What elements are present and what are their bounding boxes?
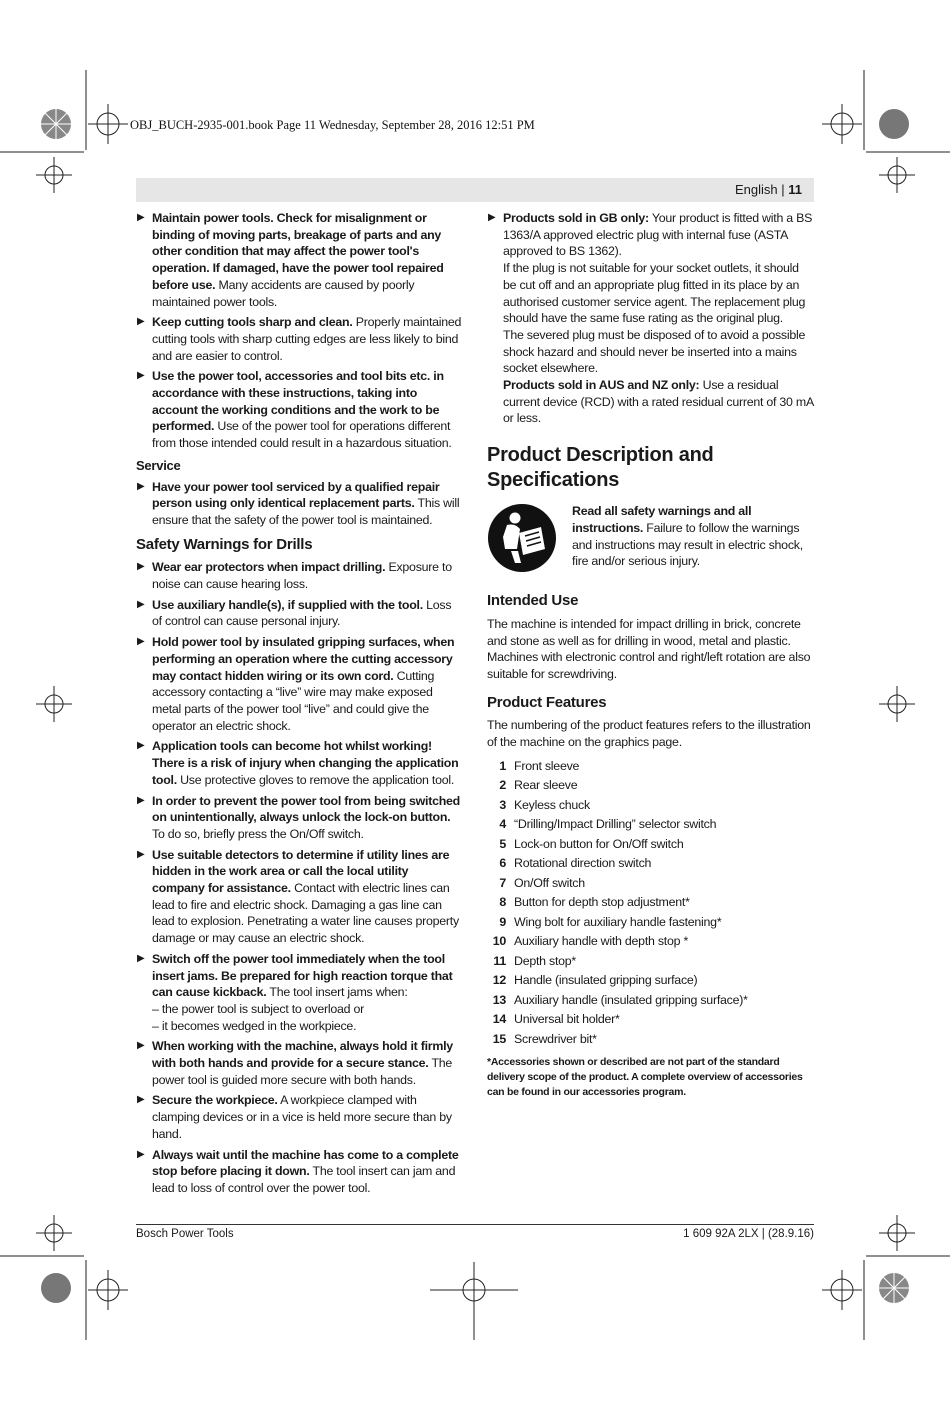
feature-label: Wing bolt for auxiliary handle fastening* [514, 914, 722, 929]
list-item [487, 874, 815, 894]
list-item [487, 776, 815, 796]
gb-plug-item: ▶ Products sold in GB only: Your product is fitted with a BS 1363/A approved electric plug with internal fuse (ASTA approved to BS 1362). If the plug is not suitable for your socket outlets, it should be cut off and an appropriate plug fitted in its place by an authorised customer service agent. The replacement plug should have the same fuse rating as the original plug. The severed plug must be disposed of to avoid a possible shock hazard and should never be inserted into a mains socket elsewhere. Products sold in AUS and NZ only: Use a residual current device (RCD) with a rated residual current of 30 mA or less. [488, 211, 814, 426]
bullet-triangle-icon: ▶ [137, 561, 145, 573]
list-item [487, 854, 815, 874]
bullet-triangle-icon: ▶ [137, 480, 145, 492]
list-item [487, 991, 815, 1011]
intended-use-text: The machine is intended for impact drilling in brick, concrete and stone as well as for drilling in wood, metal and plastic. Machines with electronic control and right/left rotation are also suitable for screwdriving. [487, 616, 811, 681]
feature-list [487, 757, 815, 1050]
feature-number: 8 [499, 895, 506, 910]
feature-label: Auxiliary handle with depth stop * [514, 934, 689, 949]
feature-label: Depth stop* [514, 953, 576, 968]
list-item [487, 815, 815, 835]
list-item [487, 932, 815, 952]
feature-number: 3 [499, 797, 506, 812]
feature-label: “Drilling/Impact Drilling” selector switch [514, 817, 717, 832]
feature-label: Keyless chuck [514, 797, 590, 812]
feature-label: Universal bit holder* [514, 1012, 620, 1027]
bullet-triangle-icon: ▶ [137, 1040, 145, 1052]
list-item: ▶ Hold power tool by insulated gripping surfaces, when performing an operation where the cutting accessory may contact hidden wiring or its own cord. Cutting accessory contacting a “live” wire may make exposed metal parts of the power tool “live” and could give the operator an electric shock. [137, 635, 455, 733]
kickback-case-2: – it becomes wedged in the workpiece. [152, 1018, 357, 1033]
list-item [487, 893, 815, 913]
bullet-triangle-icon: ▶ [137, 794, 145, 806]
page-number: 11 [788, 182, 802, 197]
feature-number: 10 [492, 934, 506, 949]
read-manual-icon [487, 503, 557, 573]
footer-rule [136, 1224, 814, 1225]
bullet-triangle-icon: ▶ [137, 952, 145, 964]
list-item: ▶ Keep cutting tools sharp and clean. Properly maintained cutting tools with sharp cutting edges are less likely to bind and are easier to control. [137, 315, 462, 363]
list-item: ▶ Use suitable detectors to determine if utility lines are hidden in the work area or call the local utility company for assistance. Contact with electric lines can lead to fire and electric shock. Damaging a gas line can lead to explosion. Penetrating a water line causes property damage or may cause an electric shock. [137, 847, 459, 946]
list-item: ▶ In order to prevent the power tool from being switched on unintentionally, always unlock the lock-on button. To do so, briefly press the On/Off switch. [137, 793, 460, 841]
list-item: ▶ Use auxiliary handle(s), if supplied with the tool. Loss of control can cause personal injury. [137, 597, 452, 629]
read-manual-notice [487, 503, 815, 579]
gb-plug-paragraph-3: The severed plug must be disposed of to avoid a possible shock hazard and should never be inserted into a mains socket elsewhere. [503, 327, 806, 376]
list-item: ▶ Application tools can become hot whilst working! There is a risk of injury when changing the application tool. Use protective gloves to remove the application tool. [137, 739, 459, 787]
feature-label: Screwdriver bit* [514, 1031, 597, 1046]
list-item [487, 1010, 815, 1030]
drills-heading: Safety Warnings for Drills [136, 535, 313, 553]
list-item [487, 971, 815, 991]
list-item [487, 796, 815, 816]
product-features-heading: Product Features [487, 693, 607, 711]
bullet-triangle-icon: ▶ [137, 740, 145, 752]
list-item: ▶ Switch off the power tool immediately when the tool insert jams. Be prepared for high reaction torque that can cause kickback. The tool insert jams when: – the power tool is subject to overload or – it becomes wedged in the workpiece. [136, 951, 464, 1035]
list-item [487, 835, 815, 855]
feature-number: 4 [499, 817, 506, 832]
feature-number: 1 [499, 758, 506, 773]
bullet-triangle-icon: ▶ [488, 212, 496, 223]
list-item: ▶ Wear ear protectors when impact drilling. Exposure to noise can cause hearing loss. [137, 560, 452, 592]
bullet-triangle-icon: ▶ [137, 848, 145, 860]
list-item [487, 757, 815, 777]
bullet-triangle-icon: ▶ [137, 1148, 145, 1160]
gb-plug-paragraph-2: If the plug is not suitable for your socket outlets, it should be cut off and an appropriate plug fitted in its place by an authorised customer service agent. The replacement plug should have the same fuse rating as the original plug. [503, 261, 806, 326]
list-item: ▶ Maintain power tools. Check for misalignment or binding of moving parts, breakage of parts and any other condition that may affect the power tool's operation. If damaged, have the power tool repaired before use. Many accidents are caused by poorly maintained power tools. [137, 211, 444, 309]
list-item [487, 952, 815, 972]
feature-label: Auxiliary handle (insulated gripping surface)* [514, 992, 748, 1007]
feature-number: 13 [492, 992, 506, 1007]
bullet-triangle-icon: ▶ [137, 212, 145, 223]
feature-number: 14 [492, 1012, 506, 1027]
feature-number: 15 [492, 1031, 506, 1046]
aus-nz-paragraph: Products sold in AUS and NZ only: Use a residual current device (RCD) with a rated residual current of 30 mA or less. [503, 378, 814, 426]
feature-number: 9 [499, 914, 506, 929]
left-column [136, 210, 464, 1201]
feature-label: Button for depth stop adjustment* [514, 895, 690, 910]
feature-label: Rear sleeve [514, 778, 578, 793]
bullet-triangle-icon: ▶ [137, 636, 145, 648]
bullet-triangle-icon: ▶ [137, 598, 145, 610]
kickback-case-1: – the power tool is subject to overload or [152, 1001, 364, 1016]
feature-label: Front sleeve [514, 758, 580, 773]
feature-number: 12 [492, 973, 506, 988]
list-item [487, 913, 815, 933]
bullet-triangle-icon: ▶ [137, 316, 145, 328]
footer-doc-number: 1 609 92A 2LX | (28.9.16) [683, 1228, 814, 1240]
feature-label: Rotational direction switch [514, 856, 652, 871]
service-heading: Service [136, 457, 181, 473]
bullet-triangle-icon: ▶ [137, 370, 145, 382]
list-item: ▶ Secure the workpiece. A workpiece clamped with clamping devices or in a vice is held more secure than by hand. [137, 1093, 452, 1141]
feature-number: 7 [499, 875, 506, 890]
right-column [487, 210, 815, 1100]
page-header [136, 178, 814, 202]
feature-label: Lock-on button for On/Off switch [514, 836, 684, 851]
header-label [735, 182, 802, 197]
intended-use-heading: Intended Use [487, 592, 579, 610]
book-info-line: OBJ_BUCH-2935-001.book Page 11 Wednesday, September 28, 2016 12:51 PM [130, 118, 535, 132]
feature-number: 2 [499, 778, 506, 793]
bullet-triangle-icon: ▶ [137, 1094, 145, 1106]
list-item: ▶ Always wait until the machine has come to a complete stop before placing it down. The tool insert can jam and lead to loss of control over the power tool. [137, 1147, 459, 1195]
feature-number: 6 [499, 856, 506, 871]
feature-number: 11 [493, 953, 506, 968]
list-item [487, 1030, 815, 1050]
header-separator: | [781, 182, 785, 197]
footer-publisher: Bosch Power Tools [136, 1228, 234, 1240]
feature-number: 5 [499, 836, 506, 851]
read-manual-text: Read all safety warnings and all instructions. Failure to follow the warnings and instructions may result in electric shock, fire and/or serious injury. [572, 504, 803, 569]
list-item: ▶ When working with the machine, always hold it firmly with both hands and provide for a secure stance. The power tool is guided more secure with both hands. [137, 1039, 453, 1087]
feature-label: On/Off switch [514, 875, 585, 890]
list-item: ▶ Use the power tool, accessories and tool bits etc. in accordance with these instructions, taking into account the working conditions and the work to be performed. Use of the power tool for operations different from those intended could result in a hazardous situation. [137, 369, 452, 451]
feature-label: Handle (insulated gripping surface) [514, 973, 698, 988]
product-description-heading: Product Description and Specifications [487, 444, 714, 492]
header-language: English [734, 182, 778, 197]
list-item: ▶ Have your power tool serviced by a qualified repair person using only identical replacement parts. This will ensure that the safety of the power tool is maintained. [137, 479, 460, 527]
product-features-intro: The numbering of the product features refers to the illustration of the machine on the graphics page. [487, 718, 811, 750]
accessories-footnote: *Accessories shown or described are not part of the standard delivery scope of the product. A complete overview of accessories can be found in our accessories program. [487, 1056, 803, 1098]
